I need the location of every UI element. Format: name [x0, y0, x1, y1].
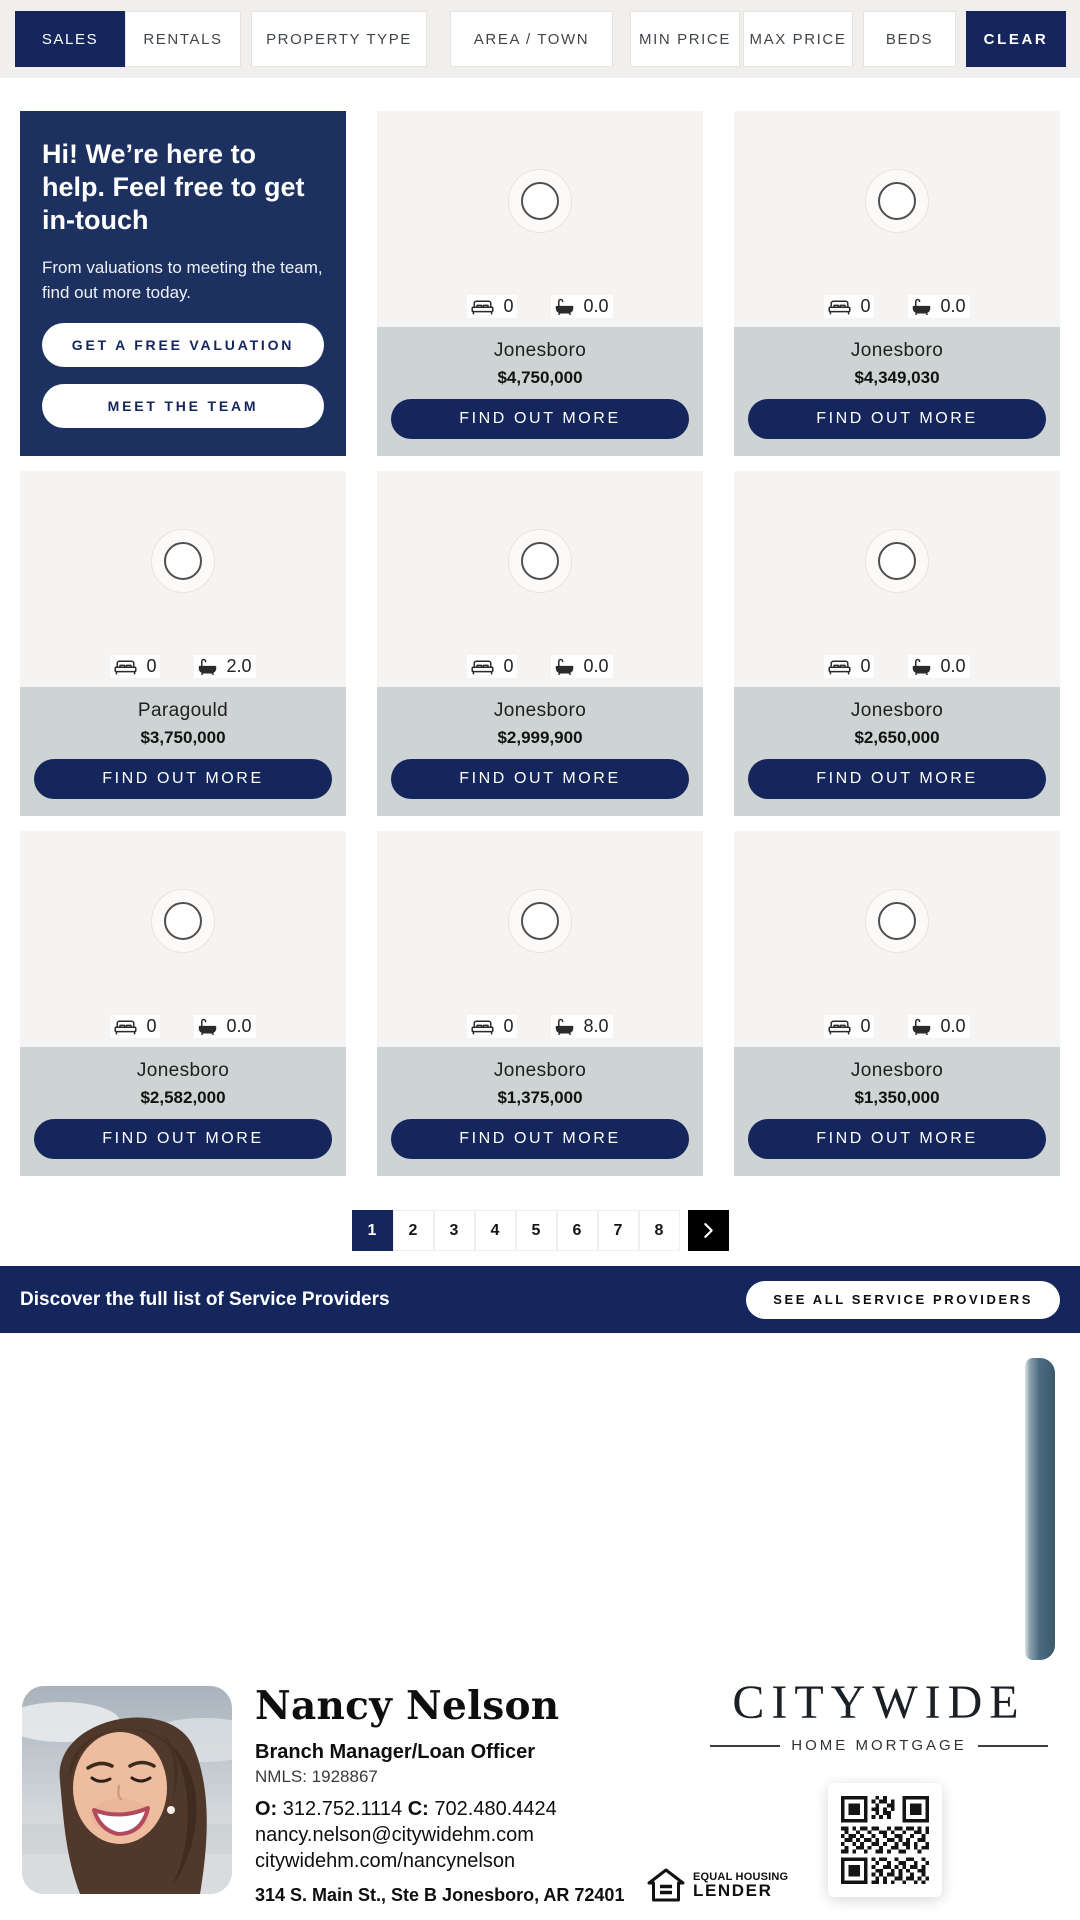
listing-price: $2,650,000 — [854, 728, 940, 747]
beds-stat — [824, 1015, 874, 1038]
listing-image-placeholder — [20, 831, 346, 1047]
bed-icon — [828, 1019, 851, 1035]
page-button-4[interactable]: 4 — [475, 1210, 516, 1251]
listing-card — [377, 471, 703, 816]
bath-icon — [555, 298, 574, 315]
baths-stat — [908, 655, 969, 678]
beds-stat — [824, 295, 874, 318]
page-button-1[interactable]: 1 — [352, 1210, 393, 1251]
agent-contact — [255, 1796, 735, 1874]
promo-title: Hi! We’re here to help. Feel free to get in-touch — [42, 139, 305, 236]
loading-spinner — [865, 529, 929, 593]
page-button-5[interactable]: 5 — [516, 1210, 557, 1251]
listing-image-placeholder — [734, 831, 1060, 1047]
agent-website: citywidehm.com/nancynelson — [255, 1850, 516, 1872]
listing-town: Paragould — [137, 700, 229, 721]
listing-stats — [20, 655, 346, 678]
find-out-more-button[interactable]: FIND OUT MORE — [34, 1119, 332, 1159]
beds-value: 0 — [503, 296, 514, 316]
listing-town: Jonesboro — [136, 1060, 230, 1081]
listing-card — [734, 111, 1060, 456]
loading-spinner — [865, 169, 929, 233]
qr-code — [828, 1783, 942, 1897]
chevron-right-icon — [700, 1222, 717, 1239]
listing-town: Jonesboro — [493, 1060, 587, 1081]
beds-value: 0 — [503, 1016, 514, 1036]
bath-icon — [555, 1018, 574, 1035]
brand-name: CITYWIDE — [732, 1676, 1026, 1729]
listing-card — [734, 831, 1060, 1176]
filter-beds-button[interactable]: BEDS — [863, 11, 956, 67]
baths-stat — [194, 655, 255, 678]
bath-icon — [912, 658, 931, 675]
beds-value: 0 — [146, 656, 157, 676]
brand-logo — [700, 1678, 1058, 1754]
loading-spinner — [151, 889, 215, 953]
listing-card — [734, 471, 1060, 816]
filter-clear-button[interactable]: CLEAR — [966, 11, 1066, 67]
promo-card — [20, 111, 346, 456]
listing-card — [377, 111, 703, 456]
page-button-3[interactable]: 3 — [434, 1210, 475, 1251]
filter-property-type-button[interactable]: PROPERTY TYPE — [251, 11, 427, 67]
baths-value: 0.0 — [940, 1016, 966, 1036]
promo-body: From valuations to meeting the team, find out more today. — [42, 257, 323, 303]
listing-stats — [377, 1015, 703, 1038]
services-banner-text: Discover the full list of Service Providers — [20, 1288, 390, 1310]
baths-value: 0.0 — [583, 656, 609, 676]
baths-value: 0.0 — [226, 1016, 252, 1036]
bath-icon — [912, 1018, 931, 1035]
brand-tagline: HOME MORTGAGE — [700, 1737, 1058, 1754]
loading-spinner — [865, 889, 929, 953]
baths-value: 0.0 — [940, 296, 966, 316]
listing-town: Jonesboro — [850, 700, 944, 721]
filter-area-town-button[interactable]: AREA / TOWN — [450, 11, 613, 67]
bed-icon — [471, 1019, 494, 1035]
baths-stat — [194, 1015, 255, 1038]
filter-rentals-button[interactable]: RENTALS — [125, 11, 241, 67]
listing-price: $1,350,000 — [854, 1088, 940, 1107]
beds-value: 0 — [860, 296, 871, 316]
bed-icon — [471, 659, 494, 675]
page-button-7[interactable]: 7 — [598, 1210, 639, 1251]
listing-image-placeholder — [20, 471, 346, 687]
bath-icon — [555, 658, 574, 675]
filter-max-price-button[interactable]: MAX PRICE — [743, 11, 853, 67]
loading-spinner — [151, 529, 215, 593]
meet-the-team-button[interactable]: MEET THE TEAM — [42, 384, 324, 428]
beds-stat — [467, 655, 517, 678]
listing-price: $3,750,000 — [140, 728, 226, 747]
filter-bar — [0, 0, 1080, 78]
listing-info — [377, 1047, 703, 1176]
listing-info — [20, 687, 346, 816]
loading-spinner — [508, 169, 572, 233]
equal-housing-lender — [646, 1868, 788, 1902]
find-out-more-button[interactable]: FIND OUT MORE — [34, 759, 332, 799]
page-button-2[interactable]: 2 — [393, 1210, 434, 1251]
equal-housing-lender-label: EQUAL HOUSING LENDER — [693, 1871, 789, 1900]
agent-photo — [22, 1686, 232, 1894]
baths-stat — [551, 655, 612, 678]
page-button-6[interactable]: 6 — [557, 1210, 598, 1251]
get-free-valuation-button[interactable]: GET A FREE VALUATION — [42, 323, 324, 367]
listing-info — [20, 1047, 346, 1176]
pagination — [0, 1210, 1080, 1251]
find-out-more-button[interactable]: FIND OUT MORE — [748, 1119, 1046, 1159]
listing-image-placeholder — [377, 111, 703, 327]
listing-stats — [377, 295, 703, 318]
baths-value: 0.0 — [583, 296, 609, 316]
baths-stat — [551, 295, 612, 318]
bed-icon — [114, 659, 137, 675]
beds-stat — [824, 655, 874, 678]
listing-card — [20, 471, 346, 816]
baths-value: 8.0 — [583, 1016, 609, 1036]
bed-icon — [471, 299, 494, 315]
beds-value: 0 — [503, 656, 514, 676]
footer-business-card — [0, 1333, 1080, 1920]
decorative-side-bar — [1025, 1358, 1055, 1660]
listing-stats — [377, 655, 703, 678]
agent-name: Nancy Nelson — [255, 1683, 560, 1729]
tagline-rule-right — [978, 1745, 1048, 1747]
listing-price: $2,999,900 — [497, 728, 583, 747]
loading-spinner — [508, 529, 572, 593]
listing-price: $4,349,030 — [854, 368, 940, 387]
bath-icon — [912, 298, 931, 315]
agent-nmls: NMLS: 1928867 — [255, 1767, 378, 1786]
services-banner — [0, 1266, 1080, 1333]
listing-info — [734, 1047, 1060, 1176]
listing-image-placeholder — [377, 831, 703, 1047]
tagline-rule-left — [710, 1745, 780, 1747]
beds-value: 0 — [146, 1016, 157, 1036]
baths-stat — [908, 1015, 969, 1038]
listing-town: Jonesboro — [493, 700, 587, 721]
listing-image-placeholder — [734, 471, 1060, 687]
listing-stats — [734, 1015, 1060, 1038]
listing-town: Jonesboro — [493, 340, 587, 361]
beds-stat — [467, 1015, 517, 1038]
agent-phones: O: 312.752.1114 C: 702.480.4424 — [255, 1798, 557, 1820]
agent-title: Branch Manager/Loan Officer — [255, 1741, 536, 1763]
listing-info — [734, 687, 1060, 816]
next-page-button[interactable] — [688, 1210, 729, 1251]
listing-info — [377, 687, 703, 816]
loading-spinner — [508, 889, 572, 953]
baths-stat — [551, 1015, 612, 1038]
baths-value: 2.0 — [226, 656, 252, 676]
listing-card — [377, 831, 703, 1176]
listing-image-placeholder — [734, 111, 1060, 327]
beds-stat — [467, 295, 517, 318]
listing-stats — [20, 1015, 346, 1038]
filter-min-price-button[interactable]: MIN PRICE — [630, 11, 740, 67]
beds-value: 0 — [860, 656, 871, 676]
beds-value: 0 — [860, 1016, 871, 1036]
beds-stat — [110, 655, 160, 678]
bed-icon — [828, 299, 851, 315]
listing-info — [734, 327, 1060, 456]
listing-town: Jonesboro — [850, 340, 944, 361]
agent-portrait-illustration — [22, 1686, 232, 1894]
listings-grid — [0, 78, 1080, 1176]
baths-value: 0.0 — [940, 656, 966, 676]
listing-price: $1,375,000 — [497, 1088, 583, 1107]
find-out-more-button[interactable]: FIND OUT MORE — [391, 399, 689, 439]
find-out-more-button[interactable]: FIND OUT MORE — [748, 759, 1046, 799]
equal-housing-lender-icon — [646, 1868, 686, 1902]
bed-icon — [828, 659, 851, 675]
qr-code-pattern — [837, 1792, 933, 1888]
listing-town: Jonesboro — [850, 1060, 944, 1081]
listing-image-placeholder — [377, 471, 703, 687]
agent-address: 314 S. Main St., Ste B Jonesboro, AR 72401 — [255, 1885, 625, 1905]
listing-card — [20, 831, 346, 1176]
find-out-more-button[interactable]: FIND OUT MORE — [391, 1119, 689, 1159]
filter-sales-button[interactable]: SALES — [15, 11, 125, 67]
beds-stat — [110, 1015, 160, 1038]
listing-price: $2,582,000 — [140, 1088, 226, 1107]
baths-stat — [908, 295, 969, 318]
see-all-service-providers-button[interactable]: SEE ALL SERVICE PROVIDERS — [746, 1281, 1060, 1319]
find-out-more-button[interactable]: FIND OUT MORE — [748, 399, 1046, 439]
bath-icon — [198, 658, 217, 675]
agent-email: nancy.nelson@citywidehm.com — [255, 1824, 534, 1846]
listing-stats — [734, 295, 1060, 318]
find-out-more-button[interactable]: FIND OUT MORE — [391, 759, 689, 799]
listing-stats — [734, 655, 1060, 678]
listing-price: $4,750,000 — [497, 368, 583, 387]
bath-icon — [198, 1018, 217, 1035]
bed-icon — [114, 1019, 137, 1035]
listing-info — [377, 327, 703, 456]
page-button-8[interactable]: 8 — [639, 1210, 680, 1251]
